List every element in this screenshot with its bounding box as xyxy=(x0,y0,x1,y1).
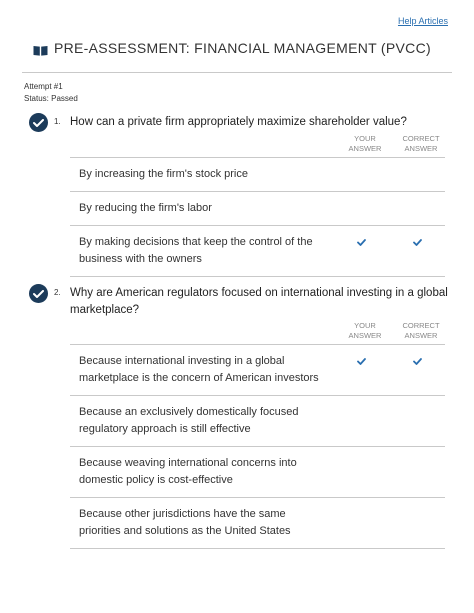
your-answer-cell xyxy=(333,455,389,472)
answer-row xyxy=(70,158,445,192)
checkmark-icon xyxy=(413,358,422,365)
correct-answer-cell xyxy=(389,506,445,523)
question-number: 1. xyxy=(54,117,61,126)
answer-text: Because international investing in a global marketplace is the concern of American investors xyxy=(79,355,319,384)
checkmark-icon xyxy=(357,358,366,365)
correct-answer-header: CORRECT ANSWER xyxy=(402,134,440,153)
your-answer-cell xyxy=(333,234,389,251)
your-answer-header: YOUR ANSWER xyxy=(348,321,382,340)
book-icon xyxy=(33,43,48,54)
your-answer-cell xyxy=(333,353,389,370)
correct-answer-cell xyxy=(389,166,445,183)
correct-answer-header: CORRECT ANSWER xyxy=(402,321,440,340)
your-answer-cell xyxy=(333,166,389,183)
header-divider xyxy=(22,72,452,73)
correct-status-icon xyxy=(29,284,48,303)
question-text: How can a private firm appropriately maximize shareholder value? xyxy=(70,116,407,128)
checkmark-icon xyxy=(357,239,366,246)
answer-text: Because other jurisdictions have the same priorities and solutions as the United States xyxy=(79,508,291,537)
page-header xyxy=(33,40,431,56)
checkmark-icon xyxy=(413,239,422,246)
correct-answer-cell xyxy=(389,353,445,370)
answer-list xyxy=(70,344,445,549)
answer-column-headers xyxy=(29,134,449,154)
answer-text: By reducing the firm's labor xyxy=(79,202,212,214)
correct-answer-cell xyxy=(389,200,445,217)
question-number: 2. xyxy=(54,288,61,297)
your-answer-header: YOUR ANSWER xyxy=(348,134,382,153)
answer-row xyxy=(70,192,445,226)
answer-list xyxy=(70,157,445,277)
question-text: Why are American regulators focused on international investing in a global marketplace? xyxy=(70,287,448,316)
question-1 xyxy=(29,114,449,277)
attempt-meta xyxy=(24,81,78,105)
attempt-status: Status: Passed xyxy=(24,94,78,103)
answer-text: Because an exclusively domestically focused regulatory approach is still effective xyxy=(79,406,299,435)
your-answer-cell xyxy=(333,200,389,217)
answer-row xyxy=(70,226,445,277)
page-title: PRE-ASSESSMENT: FINANCIAL MANAGEMENT (PVCC) xyxy=(54,40,431,56)
answer-text: Because weaving international concerns into domestic policy is cost-effective xyxy=(79,457,297,486)
answer-row xyxy=(70,498,445,549)
correct-answer-cell xyxy=(389,455,445,472)
answer-column-headers xyxy=(29,321,449,341)
help-articles-link[interactable]: Help Articles xyxy=(397,16,448,26)
your-answer-cell xyxy=(333,404,389,421)
your-answer-cell xyxy=(333,506,389,523)
correct-answer-cell xyxy=(389,404,445,421)
attempt-number: Attempt #1 xyxy=(24,82,63,91)
answer-row xyxy=(70,345,445,396)
answer-row xyxy=(70,447,445,498)
correct-status-icon xyxy=(29,113,48,132)
question-2 xyxy=(29,285,449,549)
correct-answer-cell xyxy=(389,234,445,251)
answer-row xyxy=(70,396,445,447)
answer-text: By making decisions that keep the control of the business with the owners xyxy=(79,236,313,265)
answer-text: By increasing the firm's stock price xyxy=(79,168,248,180)
